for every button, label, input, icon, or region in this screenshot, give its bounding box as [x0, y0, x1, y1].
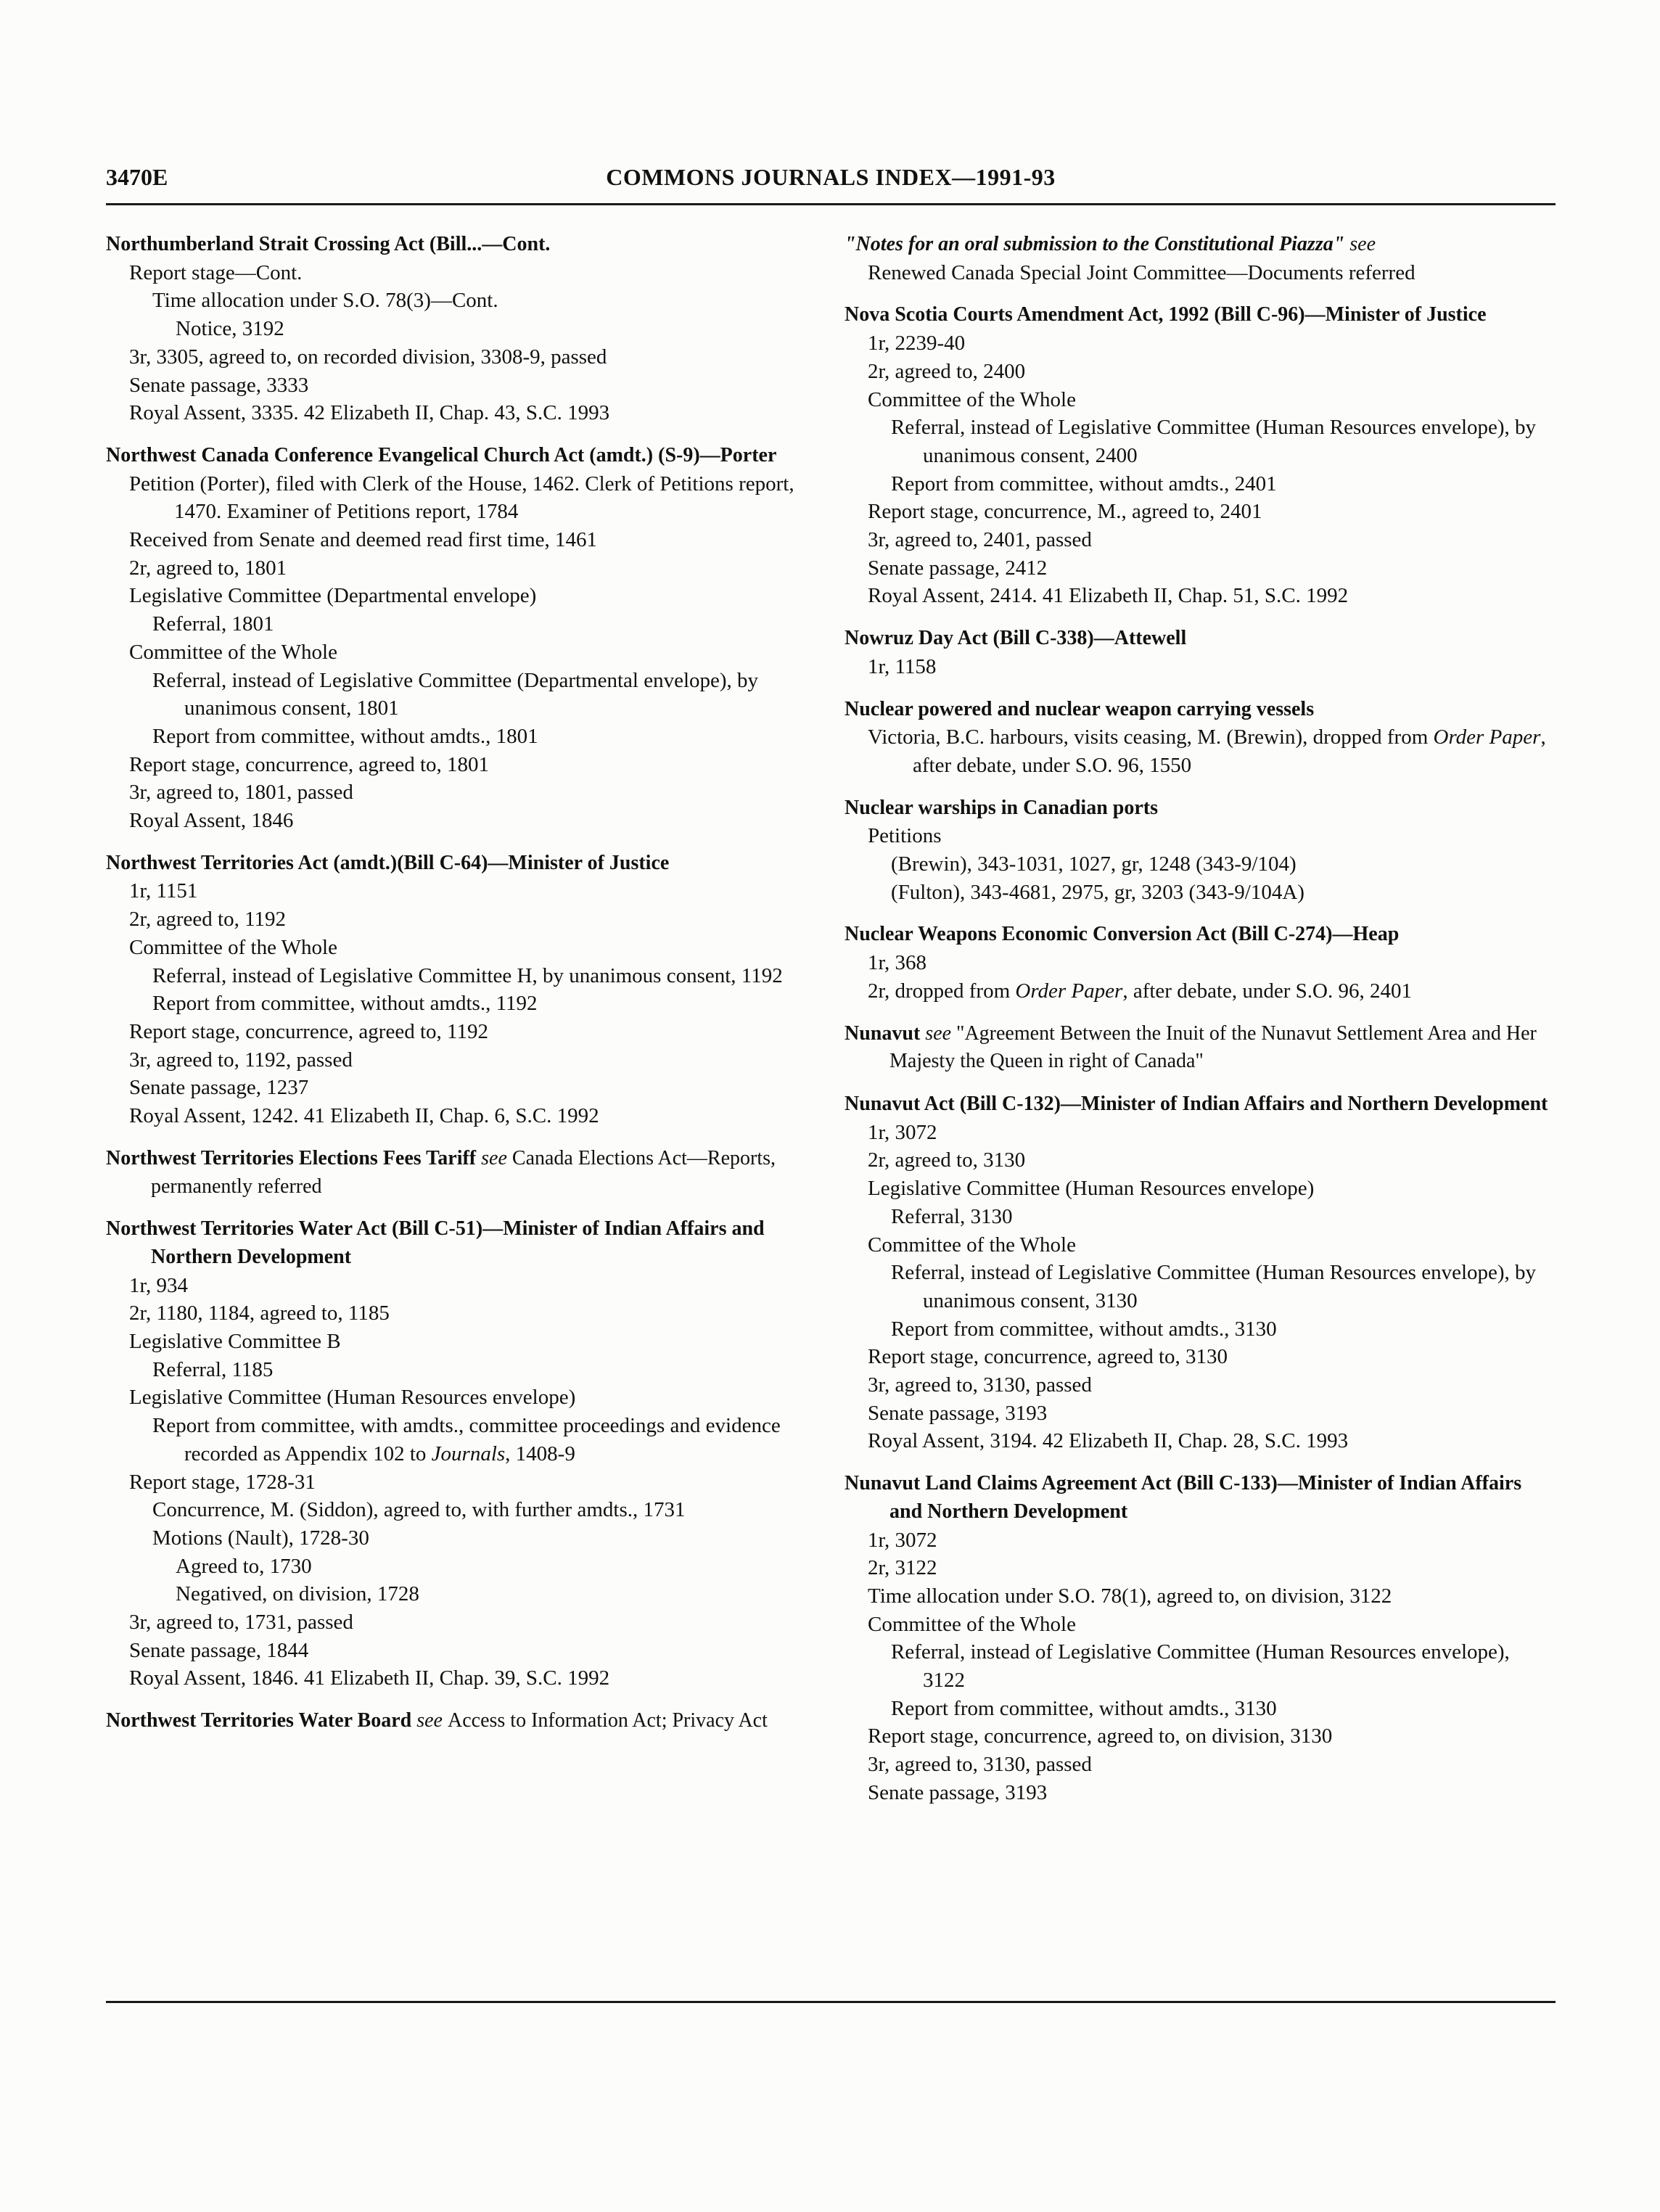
entry-heading — [106, 231, 817, 259]
index-entry — [106, 442, 817, 835]
entry-heading-text: Northwest Territories Act (amdt.)(Bill C-64)—Minister of Justice — [106, 851, 670, 874]
entry-heading-text: Nunavut Land Claims Agreement Act (Bill C-133)—Minister of Indian Affairs and Northern Development — [845, 1472, 1522, 1523]
entry-heading — [845, 231, 1556, 259]
entry-subline: Report from committee, without amdts., 2401 — [891, 472, 1277, 496]
index-entry — [106, 1215, 817, 1693]
entry-subline: Report stage, concurrence, agreed to, on division, 3130 — [868, 1724, 1333, 1748]
entry-subline: 3r, 3305, agreed to, on recorded division, 3308-9, passed — [129, 345, 607, 369]
header-rule — [106, 203, 1556, 205]
entry-subline: 2r, agreed to, 1192 — [129, 908, 286, 932]
entry-heading — [845, 794, 1556, 823]
entry-subline: Report stage—Cont. — [129, 260, 303, 284]
entry-subline: Referral, instead of Legislative Committee (Departmental envelope), by unanimous consent, 1801 — [152, 668, 759, 720]
entry-subline: Agreed to, 1730 — [176, 1554, 312, 1578]
entry-subline: Report stage, concurrence, agreed to, 1192 — [129, 1019, 488, 1043]
entry-subline: 1r, 2239-40 — [868, 332, 966, 355]
entry-heading — [106, 850, 817, 878]
footer-rule — [106, 2001, 1556, 2003]
entry-subline: Committee of the Whole — [868, 1612, 1076, 1636]
entry-subline: Referral, instead of Legislative Committee (Human Resources envelope), by unanimous consent, 3130 — [891, 1261, 1537, 1312]
index-entry — [845, 1470, 1556, 1806]
entry-heading-text: Nuclear powered and nuclear weapon carrying vessels — [845, 697, 1315, 720]
entry-subline: 1r, 934 — [129, 1273, 188, 1297]
entry-subline: Royal Assent, 1846 — [129, 809, 294, 833]
entry-heading — [106, 442, 817, 470]
entry-subline: Report stage, concurrence, agreed to, 3130 — [868, 1345, 1228, 1369]
entry-heading-text: Northwest Territories Water Board — [106, 1709, 412, 1732]
entry-subline: Report stage, 1728-31 — [129, 1470, 316, 1494]
index-entry — [845, 301, 1556, 610]
entry-subline: Senate passage, 3193 — [868, 1401, 1048, 1425]
entry-heading-text: Nowruz Day Act (Bill C-338)—Attewell — [845, 627, 1187, 650]
entry-subline: 3r, agreed to, 2401, passed — [868, 528, 1092, 552]
entry-subline: Royal Assent, 1242. 41 Elizabeth II, Chap. 6, S.C. 1992 — [129, 1104, 599, 1128]
entry-subline: Report from committee, without amdts., 1801 — [152, 724, 538, 748]
index-column-left — [106, 231, 817, 1735]
index-entry — [106, 850, 817, 1130]
index-entry — [845, 625, 1556, 681]
entry-subline: Referral, instead of Legislative Committee H, by unanimous consent, 1192 — [152, 963, 783, 987]
entry-subline: Royal Assent, 3194. 42 Elizabeth II, Chap. 28, S.C. 1993 — [868, 1429, 1349, 1453]
index-entry — [845, 1090, 1556, 1455]
entry-subline: Received from Senate and deemed read first time, 1461 — [129, 528, 598, 552]
see-reference-marker: see — [925, 1021, 952, 1045]
entry-subline: Notice, 3192 — [176, 317, 284, 341]
entry-subline: 2r, agreed to, 2400 — [868, 359, 1026, 383]
entry-subline: 2r, 3122 — [868, 1556, 937, 1580]
entry-heading — [106, 1145, 817, 1201]
entry-subline: Referral, instead of Legislative Committee (Human Resources envelope), 3122 — [891, 1640, 1510, 1693]
entry-heading — [845, 1470, 1556, 1526]
entry-heading — [845, 1090, 1556, 1119]
see-reference-target: Access to Information Act; Privacy Act — [448, 1709, 768, 1732]
entry-subline: Negatived, on division, 1728 — [176, 1582, 419, 1606]
entry-heading — [845, 625, 1556, 653]
entry-subline: 1r, 3072 — [868, 1528, 937, 1552]
entry-subline: Report from committee, with amdts., committee proceedings and evidence recorded as Appendix 102 to Journals, 1408-9 — [152, 1414, 781, 1465]
index-entry — [845, 1020, 1556, 1076]
entry-subline: Report from committee, without amdts., 1192 — [152, 992, 538, 1016]
entry-subline: Senate passage, 1237 — [129, 1076, 309, 1100]
entry-subline: Report stage, concurrence, M., agreed to, 2401 — [868, 500, 1262, 524]
entry-heading — [845, 301, 1556, 329]
entry-heading — [106, 1215, 817, 1271]
entry-subline: Committee of the Whole — [868, 1233, 1076, 1257]
entry-subline: Motions (Nault), 1728-30 — [152, 1526, 369, 1550]
entry-heading-text: Nunavut — [845, 1021, 921, 1045]
see-reference-marker: see — [416, 1709, 443, 1732]
entry-subline: 1r, 1158 — [868, 654, 937, 678]
entry-heading — [106, 1707, 817, 1735]
entry-subline: Senate passage, 3333 — [129, 373, 309, 397]
entry-subline: Committee of the Whole — [129, 640, 337, 664]
index-entry — [845, 921, 1556, 1005]
entry-heading-text: Nova Scotia Courts Amendment Act, 1992 (Bill C-96)—Minister of Justice — [845, 303, 1487, 326]
entry-heading — [845, 1020, 1556, 1076]
entry-subline: 2r, 1180, 1184, agreed to, 1185 — [129, 1302, 390, 1325]
entry-subline: Concurrence, M. (Siddon), agreed to, with further amdts., 1731 — [152, 1498, 686, 1522]
page-header — [106, 164, 1556, 203]
entry-subline: Report stage, concurrence, agreed to, 1801 — [129, 752, 490, 776]
entry-subline: 3r, agreed to, 1192, passed — [129, 1048, 353, 1072]
entry-subline: 1r, 1151 — [129, 879, 198, 903]
entry-subline: Committee of the Whole — [868, 387, 1076, 411]
entry-subline: 3r, agreed to, 1731, passed — [129, 1611, 353, 1635]
entry-heading-text: Northwest Territories Water Act (Bill C-51)—Minister of Indian Affairs and Northern Development — [106, 1217, 765, 1268]
entry-subline: Referral, instead of Legislative Committee (Human Resources envelope), by unanimous consent, 2400 — [891, 416, 1537, 467]
entry-subline: (Fulton), 343-4681, 2975, gr, 3203 (343-9/104A) — [891, 880, 1304, 904]
entry-subline: Petition (Porter), filed with Clerk of the House, 1462. Clerk of Petitions report, 1470. Examiner of Petitions report, 1784 — [129, 472, 794, 524]
entry-subline: Committee of the Whole — [129, 935, 337, 959]
see-reference-marker: see — [481, 1146, 507, 1169]
entry-heading-text: Nunavut Act (Bill C-132)—Minister of Indian Affairs and Northern Development — [845, 1092, 1548, 1115]
entry-subline: Legislative Committee B — [129, 1330, 341, 1354]
see-reference-marker: see — [1349, 233, 1376, 255]
entry-heading-text: Nuclear warships in Canadian ports — [845, 796, 1159, 819]
index-entry — [106, 1707, 817, 1735]
entry-subline: Time allocation under S.O. 78(1), agreed to, on division, 3122 — [868, 1584, 1392, 1608]
entry-subline: 3r, agreed to, 3130, passed — [868, 1373, 1092, 1397]
entry-subline: 3r, agreed to, 1801, passed — [129, 781, 353, 805]
entry-subline: Referral, 1185 — [152, 1357, 274, 1381]
entry-subline: (Brewin), 343-1031, 1027, gr, 1248 (343-9/104) — [891, 852, 1297, 876]
entry-subline: Referral, 1801 — [152, 612, 274, 636]
entry-subline: Senate passage, 1844 — [129, 1638, 309, 1662]
entry-subline: Senate passage, 2412 — [868, 556, 1048, 580]
entry-subline: Report from committee, without amdts., 3130 — [891, 1696, 1277, 1720]
entry-subline: 3r, agreed to, 3130, passed — [868, 1753, 1092, 1777]
entry-subline: 1r, 368 — [868, 951, 926, 975]
entry-subline: Senate passage, 3193 — [868, 1780, 1048, 1804]
see-reference-target: "Agreement Between the Inuit of the Nunavut Settlement Area and Her Majesty the Queen in right of Canada" — [889, 1021, 1537, 1073]
entry-subline: Renewed Canada Special Joint Committee—Documents referred — [868, 260, 1415, 284]
entry-subline: 2r, agreed to, 3130 — [868, 1148, 1026, 1172]
index-entry — [106, 1145, 817, 1201]
entry-subline: 1r, 3072 — [868, 1120, 937, 1144]
entry-subline: Petitions — [868, 824, 942, 848]
see-reference-target: Canada Elections Act—Reports, permanently referred — [151, 1146, 776, 1198]
entry-heading-text: Northwest Canada Conference Evangelical Church Act (amdt.) (S-9)—Porter — [106, 443, 777, 466]
entry-heading-text: Northwest Territories Elections Fees Tariff — [106, 1146, 477, 1169]
entry-subline: Royal Assent, 2414. 41 Elizabeth II, Chap. 51, S.C. 1992 — [868, 584, 1349, 608]
entry-heading — [845, 921, 1556, 949]
entry-subline: Legislative Committee (Human Resources envelope) — [868, 1177, 1315, 1201]
index-entry — [845, 696, 1556, 780]
entry-subline: Legislative Committee (Departmental envelope) — [129, 584, 537, 608]
entry-heading-text: Northumberland Strait Crossing Act (Bill...—Cont. — [106, 233, 551, 255]
entry-subline: Royal Assent, 1846. 41 Elizabeth II, Chap. 39, S.C. 1992 — [129, 1666, 610, 1690]
entry-heading — [845, 696, 1556, 724]
entry-subline: Referral, 3130 — [891, 1204, 1013, 1228]
entry-subline: Report from committee, without amdts., 3130 — [891, 1317, 1277, 1341]
running-title: COMMONS JOURNALS INDEX—1991-93 — [606, 164, 1056, 190]
entry-subline: Royal Assent, 3335. 42 Elizabeth II, Chap. 43, S.C. 1993 — [129, 401, 610, 425]
page-number: 3470E — [106, 164, 168, 190]
entry-subline: 2r, dropped from Order Paper, after debate, under S.O. 96, 2401 — [868, 979, 1412, 1003]
entry-heading-text: Nuclear Weapons Economic Conversion Act (Bill C-274)—Heap — [845, 923, 1400, 946]
entry-subline: Victoria, B.C. harbours, visits ceasing, M. (Brewin), dropped from Order Paper, after debate, under S.O. 96, 1550 — [868, 725, 1546, 777]
index-column-right — [845, 231, 1556, 1807]
index-entry — [845, 231, 1556, 287]
entry-subline: Time allocation under S.O. 78(3)—Cont. — [152, 289, 498, 313]
index-entry — [106, 231, 817, 427]
entry-heading-text: "Notes for an oral submission to the Constitutional Piazza" — [845, 233, 1345, 255]
entry-subline: Legislative Committee (Human Resources envelope) — [129, 1386, 576, 1410]
index-entry — [845, 794, 1556, 907]
entry-subline: 2r, agreed to, 1801 — [129, 556, 287, 580]
